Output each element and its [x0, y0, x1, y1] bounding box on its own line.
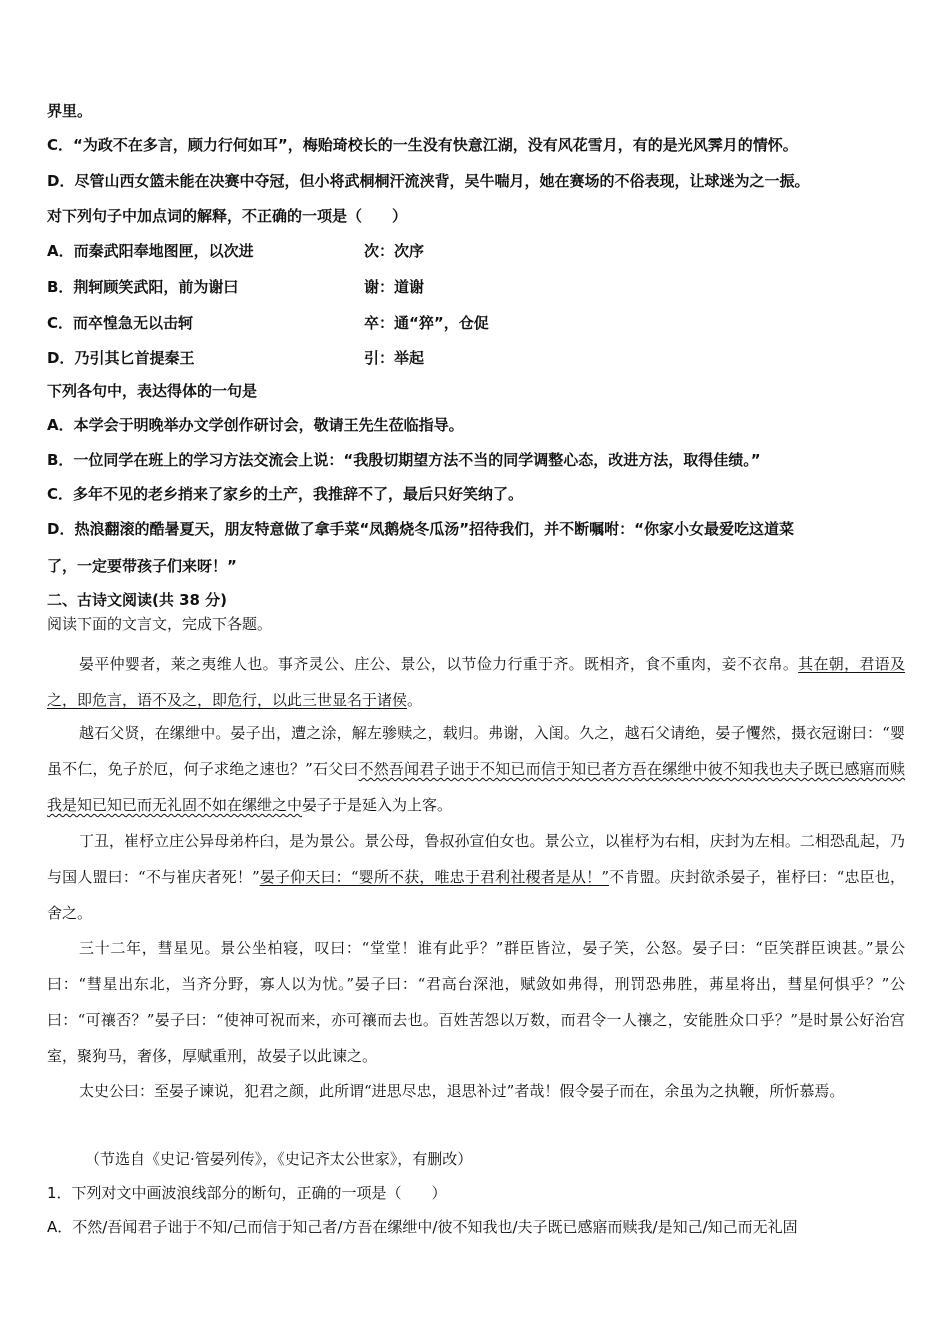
polite-question-stem: 下列各句中，表达得体的一句是	[47, 382, 258, 400]
word-option-b-sentence: B．荆轲顾笑武阳，前为谢曰	[47, 278, 239, 296]
polite-option-c: C．多年不见的老乡捎来了家乡的土产，我推辞不了，最后只好笑纳了。	[47, 485, 524, 503]
passage-p3-text: 丁丑，崔杼立庄公异母弟杵臼，是为景公。景公母，鲁叔孙宣伯女也。景公立，以崔杼为右相，庆封为左相。二相恐乱起，乃与国人盟曰：“不与崔庆者死！”	[47, 832, 905, 886]
passage-p1-underlined: 其在朝，君语及之，即危言，语不及之，即危行，以此三世显名于诸侯	[47, 655, 905, 709]
polite-option-a: A．本学会于明晚举办文学创作研讨会，敬请王先生莅临指导。	[47, 416, 464, 434]
polite-option-d-line2: 了，一定要带孩子们来呀！”	[47, 557, 237, 575]
word-option-c-sentence: C．而卒惶急无以击轲	[47, 314, 194, 332]
word-option-b	[47, 276, 907, 298]
passage-p2-wavy: 不然吾闻君子诎于不知已而信于知已者方吾在缧绁中彼不知我也夫子既已感寤而赎我是知已知已而无礼固不如在缧绁之中	[47, 760, 905, 814]
word-option-c	[47, 312, 907, 334]
prev-option-c: C．“为政不在多言，顾力行何如耳”，梅贻琦校长的一生没有快意江湖，没有风花雪月，有的是光风霁月的情怀。	[47, 136, 798, 154]
word-option-d-sentence: D．乃引其匕首提秦王	[47, 349, 195, 367]
passage-paragraph-4: 三十二年，彗星见。景公坐柏寝，叹曰：“堂堂！谁有此乎？”群臣皆泣，晏子笑，公怒。晏子曰：“臣笑群臣谀甚。”景公曰：“彗星出东北，当齐分野，寡人以为忧。”晏子曰：“君高台深池，赋敛如弗得，刑罚恐弗胜，茀星将出，彗星何惧乎？”公曰：“可禳否？”晏子曰：“使神可祝而来，亦可禳而去也。百姓苦怨以万数，而君令一人禳之，安能胜众口乎？”是时景公好治宫室，聚狗马，奢侈，厚赋重刑，故晏子以此谏之。	[47, 939, 905, 1065]
passage-p3-underlined: 晏子仰天曰：“婴所不获，唯忠于君利社稷者是从！”	[259, 868, 610, 886]
word-option-b-explanation: 谢：道谢	[364, 278, 425, 296]
section-heading: 二、古诗文阅读(共 38 分)	[47, 591, 228, 609]
word-option-a-sentence: A．而秦武阳奉地图匣，以次进	[47, 242, 254, 260]
word-option-a	[47, 240, 907, 262]
passage-paragraph-2	[47, 715, 905, 823]
q1-stem: 1．下列对文中画波浪线部分的断句，正确的一项是（ ）	[47, 1184, 447, 1202]
passage-paragraph-5: 太史公曰：至晏子谏说，犯君之颜，此所谓“进思尽忠，退思补过”者哉！假令晏子而在，余虽为之执鞭，所忻慕焉。	[79, 1082, 845, 1100]
q1-option-a: A．不然/吾闻君子诎于不知/己而信于知己者/方吾在缧绁中/彼不知我也/夫子既已感寤而赎我/是知己/知己而无礼固	[47, 1218, 798, 1236]
passage-paragraph-1	[47, 646, 905, 718]
word-option-d	[47, 347, 907, 369]
passage-p1-end: 。	[407, 691, 423, 709]
prev-question-continuation: 界里。	[47, 102, 93, 120]
section-intro: 阅读下面的文言文，完成下各题。	[47, 615, 273, 633]
word-option-c-explanation: 卒：通“猝”，仓促	[364, 314, 489, 332]
polite-option-d-line1: D．热浪翻滚的酷暑夏天，朋友特意做了拿手菜“凤鹅烧冬瓜汤”招待我们，并不断嘱咐：“你家小女最爱吃这道菜	[47, 520, 795, 538]
passage-p2-text: 越石父贤，在缧绁中。晏子出，遭之涂，解左骖赎之，载归。弗谢，入闺。久之，越石父请绝，晏子戄然，摄衣冠谢曰：“婴虽不仁，免子於厄，何子求绝之速也？”石父曰	[47, 724, 905, 778]
word-question-stem: 对下列句子中加点词的解释，不正确的一项是（ ）	[47, 207, 408, 225]
passage-p1-text: 晏平仲婴者，莱之夷维人也。事齐灵公、庄公、景公，以节俭力行重于齐。既相齐，食不重肉，妾不衣帛。	[79, 655, 799, 673]
passage-p2-end: 晏子于是延入为上客。	[302, 796, 453, 814]
polite-option-b: B．一位同学在班上的学习方法交流会上说：“我殷切期望方法不当的同学调整心态，改进方法，取得佳绩。”	[47, 451, 761, 469]
prev-option-d: D．尽管山西女篮未能在决赛中夺冠，但小将武桐桐汗流浃背，吴牛喘月，她在赛场的不俗表现，让球迷为之一振。	[47, 172, 810, 190]
passage-p3-end: 不肯盟。庆封欲杀晏子，崔杼曰：“忠臣也，舍之。	[47, 868, 906, 922]
passage-source: （节选自《史记·管晏列传》，《史记齐太公世家》，有删改）	[85, 1150, 473, 1168]
passage-paragraph-3	[47, 823, 905, 931]
word-option-a-explanation: 次：次序	[364, 242, 425, 260]
word-option-d-explanation: 引：举起	[364, 349, 425, 367]
